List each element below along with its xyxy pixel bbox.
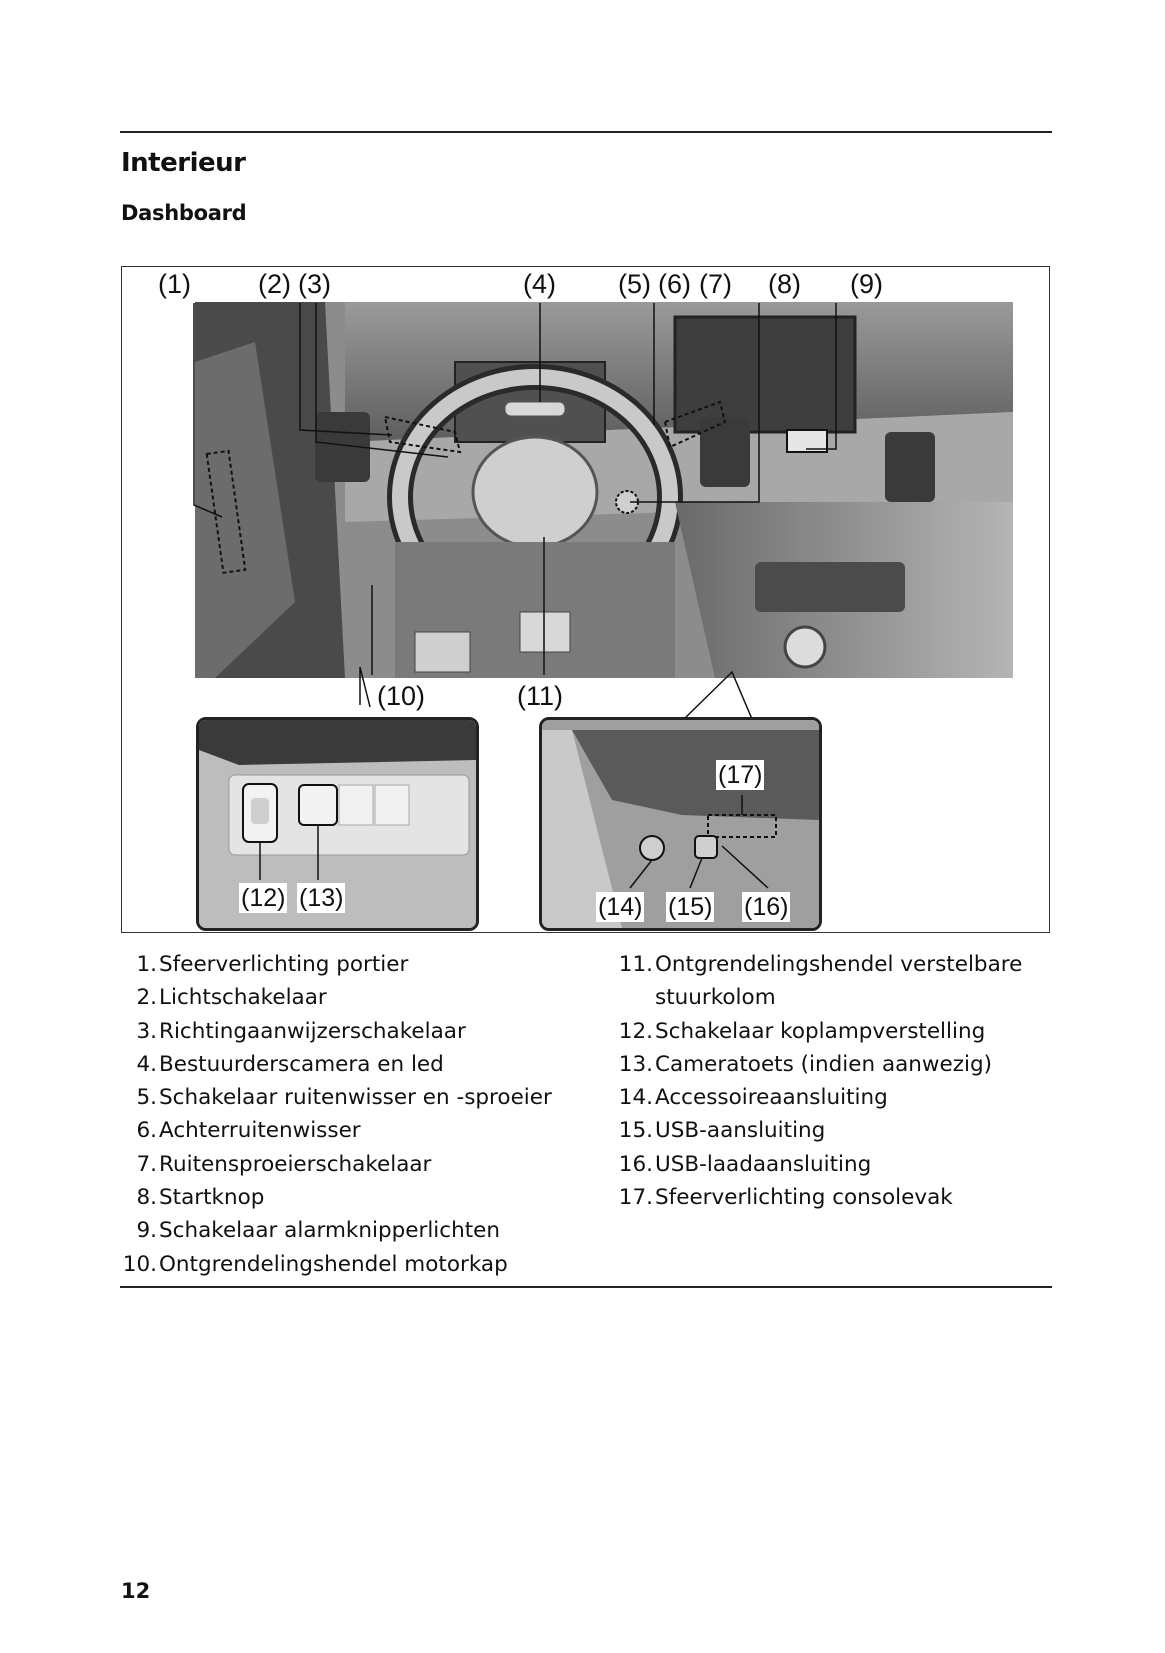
callout-2: (2) bbox=[258, 269, 291, 299]
callout-12: (12) bbox=[241, 884, 286, 912]
callout-7: (7) bbox=[699, 269, 732, 299]
callout-15: (15) bbox=[668, 893, 713, 921]
callout-11: (11) bbox=[517, 681, 564, 711]
callout-10: (10) bbox=[377, 681, 426, 711]
legend-item: 3. Richtingaanwijzerschakelaar bbox=[136, 1018, 466, 1044]
callout-17: (17) bbox=[718, 761, 763, 789]
section-title: Interieur bbox=[121, 148, 246, 178]
legend-item: 4. Bestuurderscamera en led bbox=[136, 1051, 444, 1077]
callout-13: (13) bbox=[299, 884, 344, 912]
callout-1: (1) bbox=[158, 269, 191, 299]
legend-item: 14. Accessoireaansluiting bbox=[618, 1085, 888, 1111]
callout-8: (8) bbox=[768, 269, 801, 299]
legend-item: 12. Schakelaar koplampverstelling bbox=[618, 1018, 986, 1044]
inset-console-ports bbox=[539, 717, 822, 931]
legend-item: 7. Ruitensproeierschakelaar bbox=[136, 1151, 432, 1177]
legend-item: 17. Sfeerverlichting consolevak bbox=[618, 1185, 953, 1211]
legend-item: 11. Ontgrendelingshendel verstelbare stuurkolom bbox=[618, 952, 1023, 1011]
legend-list-left bbox=[121, 948, 581, 1281]
legend-item: 6. Achterruitenwisser bbox=[136, 1118, 361, 1144]
legend-item: 15. USB-aansluiting bbox=[618, 1118, 826, 1144]
legend-item: 16. USB-laadaansluiting bbox=[618, 1151, 872, 1177]
dashboard-illustration bbox=[121, 266, 1050, 933]
legend-item: 1. Sfeerverlichting portier bbox=[136, 952, 409, 977]
callout-3: (3) bbox=[298, 269, 331, 299]
legend-list-right bbox=[614, 948, 1054, 1214]
bottom-rule bbox=[120, 1286, 1052, 1288]
inset-headlamp-switches bbox=[196, 717, 479, 931]
callout-6: (6) bbox=[658, 269, 691, 299]
legend-item: 10. Ontgrendelingshendel motorkap bbox=[122, 1251, 508, 1277]
legend-item: 8. Startknop bbox=[136, 1185, 265, 1211]
legend-item: 2. Lichtschakelaar bbox=[136, 985, 327, 1011]
page-number: 12 bbox=[121, 1579, 151, 1603]
callout-9: (9) bbox=[850, 269, 883, 299]
legend-item: 13. Cameratoets (indien aanwezig) bbox=[618, 1051, 993, 1077]
callout-16: (16) bbox=[744, 893, 789, 921]
callout-4: (4) bbox=[523, 269, 556, 299]
legend-item: 9. Schakelaar alarmknipperlichten bbox=[136, 1218, 500, 1244]
subsection-title: Dashboard bbox=[121, 201, 247, 225]
legend-item: 5. Schakelaar ruitenwisser en -sproeier bbox=[136, 1085, 552, 1111]
callout-14: (14) bbox=[598, 893, 643, 921]
top-rule bbox=[120, 131, 1052, 133]
callout-5: (5) bbox=[618, 269, 651, 299]
